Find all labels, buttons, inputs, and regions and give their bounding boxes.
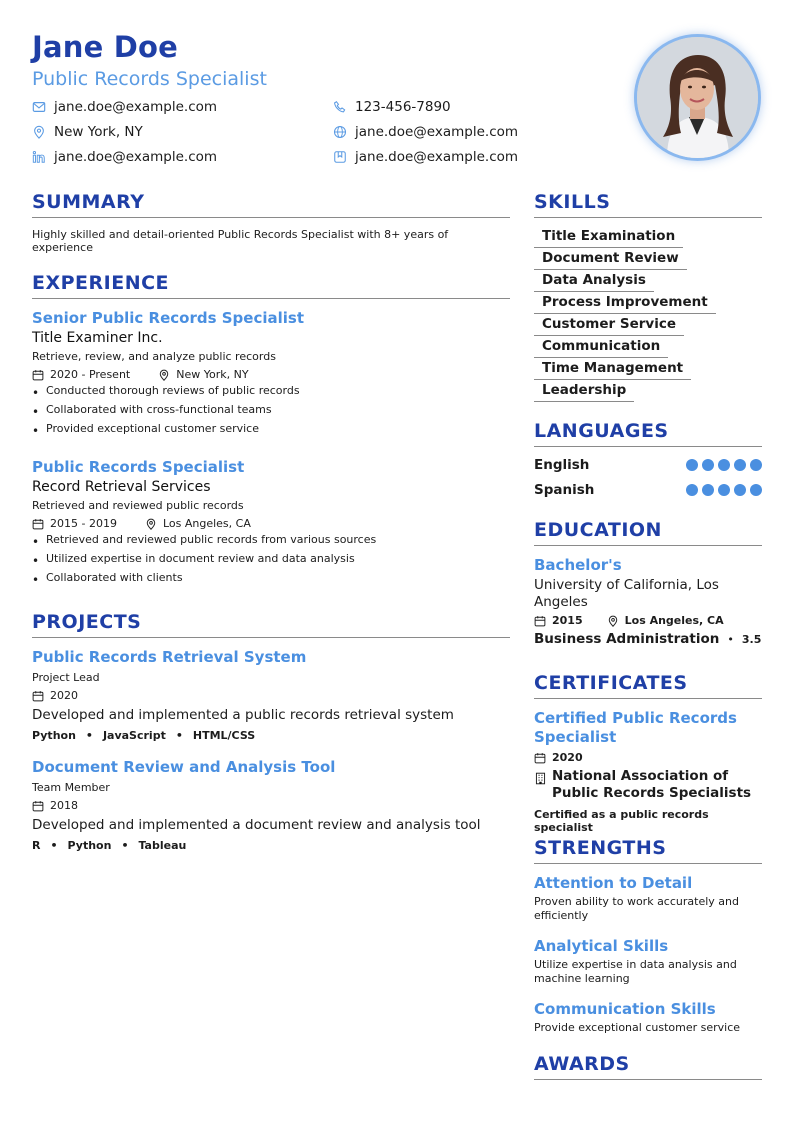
tag: Python [32,729,76,742]
calendar-icon [32,518,44,530]
calendar-icon [32,800,44,812]
project-meta [32,799,510,812]
certificate-item [534,709,762,834]
level-dot [686,459,698,471]
awards-heading: AWARDS [534,1053,762,1080]
education-meta [534,614,762,627]
skill-item: Title Examination [534,226,683,248]
skill-item: Document Review [534,248,687,270]
calendar-icon [32,690,44,702]
location-pin-icon [32,125,46,139]
language-level-dots [686,484,762,496]
project-role: Project Lead [32,671,100,684]
contact-phone[interactable] [333,98,592,116]
contact-info [32,98,592,166]
project-item [32,648,510,742]
job-bullets [32,533,510,590]
certificate-meta [534,751,762,764]
certificate-issuer: National Association of Public Records Specialists [552,768,752,801]
skill-item: Communication [534,336,668,358]
profile-photo [634,34,761,161]
company-name: Record Retrieval Services [32,479,211,495]
job-title: Public Records Specialist [32,458,245,476]
project-description: Developed and implemented a public records retrieval system [32,707,454,723]
strength-text: Provide exceptional customer service [534,1021,741,1034]
strength-text: Proven ability to work accurately and efficiently [534,895,739,922]
website-text: jane.doe@example.com [355,124,519,140]
project-tags: R • Python • Tableau [32,839,187,852]
tag: Python [67,839,112,852]
job-dates: 2020 - Present [50,368,131,381]
location-pin-icon [145,518,157,530]
skill-item: Process Improvement [534,292,716,314]
list-item: • Collaborated with clients [32,571,510,590]
calendar-icon [534,615,546,627]
strength-title: Analytical Skills [534,937,669,955]
location-pin-icon [607,615,619,627]
level-dot [718,484,730,496]
job-location: Los Angeles, CA [162,517,251,530]
level-dot [718,459,730,471]
school-name: University of California, Los Angeles [534,577,719,610]
strength-item [534,1000,762,1035]
strength-text: Utilize expertise in data analysis and machine learning [534,958,737,985]
level-dot [734,459,746,471]
building-icon [534,772,547,785]
job-description: Retrieved and reviewed public records [32,499,244,512]
certificate-issuer-row [534,768,762,802]
phone-text: 123-456-7890 [355,99,451,115]
language-row [534,457,762,473]
education-location: Los Angeles, CA [624,614,724,627]
job-meta [32,517,510,530]
certificate-name: Certified Public Records Specialist [534,709,737,746]
project-name: Document Review and Analysis Tool [32,758,336,776]
language-name: English [534,457,590,473]
education-item [534,556,762,647]
tag: JavaScript [102,729,166,742]
project-role: Team Member [32,781,110,794]
candidate-title: Public Records Specialist [32,68,267,90]
job-description: Retrieve, review, and analyze public records [32,350,276,363]
language-name: Spanish [534,482,595,498]
globe-icon [333,125,347,139]
level-dot [702,484,714,496]
bookmark-square-icon [333,150,347,164]
strength-title: Communication Skills [534,1000,716,1018]
level-dot [750,459,762,471]
strength-item [534,874,762,923]
location-text: New York, NY [54,124,143,140]
project-year: 2018 [50,799,78,812]
contact-linkedin[interactable] [32,148,333,166]
level-dot [734,484,746,496]
gpa: 3.5 [741,632,762,646]
contact-other[interactable] [333,148,592,166]
tag: HTML/CSS [192,729,256,742]
calendar-icon [534,752,546,764]
tag: R [32,839,41,852]
degree: Bachelor's [534,556,622,574]
level-dot [686,484,698,496]
list-item: • Provided exceptional customer service [32,422,510,441]
list-item: • Conducted thorough reviews of public records [32,384,510,403]
contact-website[interactable] [333,123,592,141]
skills-heading: SKILLS [534,191,762,218]
strength-title: Attention to Detail [534,874,693,892]
project-year: 2020 [50,689,78,702]
other-contact-text: jane.doe@example.com [355,149,519,165]
contact-email[interactable] [32,98,333,116]
list-item: • Collaborated with cross-functional teams [32,403,510,422]
level-dot [750,484,762,496]
language-level-dots [686,459,762,471]
job-bullets [32,384,510,441]
job-dates: 2015 - 2019 [50,517,117,530]
list-item: • Retrieved and reviewed public records from various sources [32,533,510,552]
calendar-icon [32,369,44,381]
email-text: jane.doe@example.com [54,99,218,115]
summary-text: Highly skilled and detail-oriented Public Records Specialist with 8+ years of experience [32,228,449,254]
skill-item: Leadership [534,380,634,402]
mail-icon [32,100,46,114]
candidate-name: Jane Doe [32,30,179,64]
skill-item: Data Analysis [534,270,654,292]
skill-item: Time Management [534,358,691,380]
language-row [534,482,762,498]
strengths-heading: STRENGTHS [534,837,762,864]
tag: Tableau [138,839,187,852]
summary-heading: SUMMARY [32,191,510,218]
project-name: Public Records Retrieval System [32,648,307,666]
certificate-year: 2020 [552,751,583,764]
linkedin-text: jane.doe@example.com [54,149,218,165]
project-tags: Python • JavaScript • HTML/CSS [32,729,256,742]
job-title: Senior Public Records Specialist [32,309,304,327]
strength-item [534,937,762,986]
list-item: • Utilized expertise in document review and data analysis [32,552,510,571]
level-dot [702,459,714,471]
location-pin-icon [158,369,170,381]
certificates-heading: CERTIFICATES [534,672,762,699]
linkedin-icon [32,150,46,164]
experience-item [32,309,510,441]
project-item [32,758,510,852]
education-year: 2015 [552,614,583,627]
project-meta [32,689,510,702]
languages-heading: LANGUAGES [534,420,762,447]
skill-item: Customer Service [534,314,684,336]
certificate-description: Certified as a public records specialist [534,808,709,834]
phone-icon [333,100,347,114]
project-description: Developed and implemented a document review and analysis tool [32,817,481,833]
projects-heading: PROJECTS [32,611,510,638]
experience-item [32,458,510,590]
field-of-study: Business Administration [534,631,720,647]
contact-location [32,123,333,141]
education-heading: EDUCATION [534,519,762,546]
job-location: New York, NY [176,368,249,381]
education-field-row: Business Administration • 3.5 [534,631,762,647]
skills-list [534,226,716,402]
experience-heading: EXPERIENCE [32,272,510,299]
company-name: Title Examiner Inc. [32,330,163,346]
job-meta [32,368,510,381]
